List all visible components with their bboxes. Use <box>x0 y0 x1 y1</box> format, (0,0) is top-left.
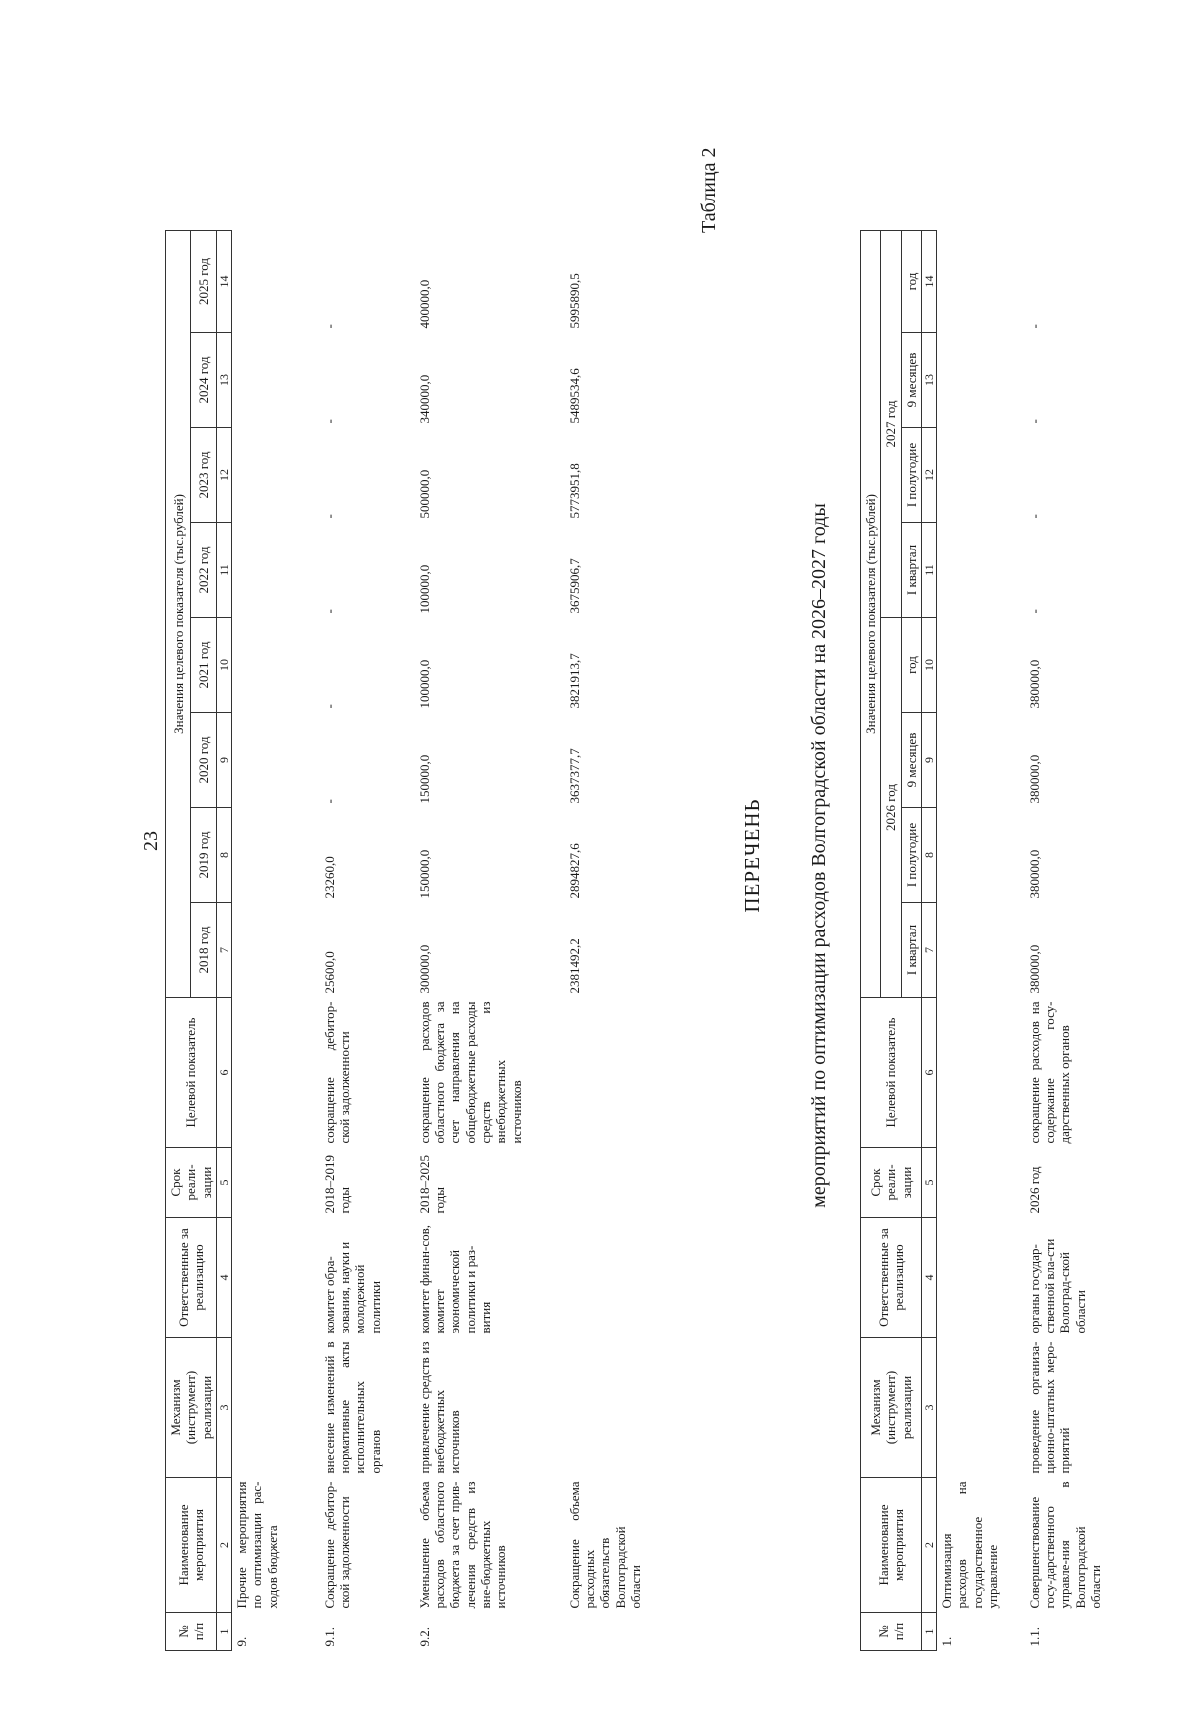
row-value: - <box>1026 514 1042 519</box>
col-header-year: 2024 год <box>191 333 217 428</box>
row-value <box>937 618 1025 713</box>
row-value: - <box>321 514 337 519</box>
row-value: 380000,0 <box>1026 944 1042 994</box>
row-value: - <box>321 704 337 709</box>
col-number: 11 <box>921 523 936 618</box>
row-value <box>937 230 1025 332</box>
row-num: 9. <box>234 1636 250 1647</box>
row-value <box>232 523 320 618</box>
row-mechanism <box>232 1338 320 1478</box>
row-value <box>232 808 320 903</box>
col-header-num: № п/п <box>166 1613 217 1651</box>
row-term: 2026 год <box>1026 1166 1042 1214</box>
row-value: - <box>321 609 337 614</box>
table-row <box>415 230 565 1650</box>
measures-table-2026-2027 <box>860 230 1115 1651</box>
col-number: 3 <box>216 1338 231 1478</box>
col-number: 4 <box>921 1218 936 1338</box>
row-value: 150000,0 <box>416 754 432 804</box>
col-number: 2 <box>921 1478 936 1613</box>
page-number: 23 <box>140 831 162 851</box>
row-num <box>565 1613 646 1651</box>
row-value <box>232 618 320 713</box>
col-number: 13 <box>216 333 231 428</box>
col-number: 5 <box>216 1148 231 1218</box>
row-value <box>232 903 320 998</box>
row-num: 1.1. <box>1026 1627 1042 1647</box>
col-number: 7 <box>921 903 936 998</box>
row-responsible <box>232 1218 320 1338</box>
row-value: 2894827,6 <box>566 843 582 899</box>
row-value <box>937 333 1025 428</box>
row-value: 25600,0 <box>321 951 337 994</box>
row-term <box>232 1148 320 1218</box>
row-num: 9.2. <box>416 1627 432 1647</box>
table-row <box>565 230 646 1650</box>
row-value: 3637377,7 <box>566 748 582 804</box>
row-value: 500000,0 <box>416 469 432 519</box>
col-header-period: I полугодие <box>901 808 921 903</box>
row-value: 380000,0 <box>1026 754 1042 804</box>
row-term <box>937 1148 1025 1218</box>
col-header-period: год <box>901 618 921 713</box>
col-header-name: Наименование мероприятия <box>166 1478 217 1613</box>
row-responsible: комитет обра-зования, науки и молодежной политики <box>321 1241 383 1334</box>
row-value: 5995890,5 <box>566 273 582 329</box>
col-header-period: I квартал <box>901 903 921 998</box>
col-number: 10 <box>216 618 231 713</box>
col-header-indicator: Целевой показатель <box>166 998 217 1148</box>
col-number: 1 <box>921 1613 936 1651</box>
col-number: 8 <box>216 808 231 903</box>
col-header-year: 2020 год <box>191 713 217 808</box>
row-value <box>232 230 320 332</box>
col-number: 9 <box>216 713 231 808</box>
row-value: 150000,0 <box>416 849 432 899</box>
col-header-year-2026: 2026 год <box>881 618 901 998</box>
col-number: 1 <box>216 1613 231 1651</box>
col-header-name: Наименование мероприятия <box>861 1478 922 1613</box>
row-value <box>232 713 320 808</box>
row-value: 2381492,2 <box>566 938 582 994</box>
row-mechanism: привлечение средств из внебюджетных источников <box>416 1341 463 1474</box>
row-responsible <box>937 1218 1025 1338</box>
col-header-year: 2019 год <box>191 808 217 903</box>
col-number: 6 <box>921 998 936 1148</box>
col-header-values-group: Значения целевого показателя (тыс.рублей) <box>861 230 881 997</box>
col-header-year: 2022 год <box>191 523 217 618</box>
list-title: ПЕРЕЧЕНЬ <box>740 798 764 913</box>
col-header-year: 2021 год <box>191 618 217 713</box>
row-name: Сокращение объема расходных обязательств Волгоградской области <box>566 1481 643 1609</box>
row-value: 3675906,7 <box>566 558 582 614</box>
col-header-period: 9 месяцев <box>901 333 921 428</box>
row-value: - <box>1026 419 1042 424</box>
col-header-period: I полугодие <box>901 428 921 523</box>
row-value: 3821913,7 <box>566 653 582 709</box>
row-name: Уменьшение объема расходов областного бюджета за счет прив-лечения средств из вне-бюджетных источников <box>416 1481 509 1609</box>
col-number: 9 <box>921 713 936 808</box>
row-value <box>232 333 320 428</box>
row-indicator <box>937 998 1025 1148</box>
col-number: 6 <box>216 998 231 1148</box>
row-value: 100000,0 <box>416 659 432 709</box>
row-value <box>232 428 320 523</box>
table-row <box>232 230 320 1650</box>
col-header-mechanism: Механизм (инструмент) реализации <box>861 1338 922 1478</box>
row-value: - <box>321 419 337 424</box>
row-indicator: сокращение дебитор-ской задолженности <box>321 1001 352 1144</box>
col-header-year: 2018 год <box>191 903 217 998</box>
col-number: 11 <box>216 523 231 618</box>
row-value: 300000,0 <box>416 944 432 994</box>
row-indicator: сокращение расходов областного бюджета за счет направления на общебюджетные расходы средств из внебюджетных источников <box>416 1001 524 1144</box>
row-term <box>565 1148 646 1218</box>
row-value <box>937 523 1025 618</box>
table-row <box>320 230 415 1650</box>
col-header-year: 2023 год <box>191 428 217 523</box>
col-number: 14 <box>216 230 231 332</box>
row-mechanism: внесение изменений в нормативные акты исполнительных органов <box>321 1341 383 1474</box>
row-num: 9.1. <box>321 1627 337 1647</box>
row-name: Сокращение дебитор-ской задолженности <box>321 1481 352 1609</box>
col-number: 8 <box>921 808 936 903</box>
col-number: 14 <box>921 230 936 332</box>
col-header-term: Срок реали-зации <box>861 1148 922 1218</box>
row-value: 380000,0 <box>1026 849 1042 899</box>
row-value <box>937 428 1025 523</box>
measures-table-2018-2025 <box>165 230 645 1651</box>
row-value <box>937 903 1025 998</box>
col-number: 5 <box>921 1148 936 1218</box>
row-value: - <box>321 799 337 804</box>
row-value: - <box>1026 609 1042 614</box>
row-responsible: комитет финан-сов, комитет экономической политики и раз-вития <box>416 1224 493 1334</box>
row-value: - <box>1026 324 1042 329</box>
row-term: 2018–2019 годы <box>321 1155 352 1214</box>
col-header-period: I квартал <box>901 523 921 618</box>
col-number: 3 <box>921 1338 936 1478</box>
row-value: 100000,0 <box>416 564 432 614</box>
col-header-year: 2025 год <box>191 230 217 332</box>
row-num: 1. <box>939 1636 955 1647</box>
row-value: 23260,0 <box>321 856 337 899</box>
col-number: 10 <box>921 618 936 713</box>
col-header-num: № п/п <box>861 1613 922 1651</box>
col-number: 12 <box>921 428 936 523</box>
row-value: 5773951,8 <box>566 463 582 519</box>
col-header-responsible: Ответственные за реализацию <box>166 1218 217 1338</box>
row-responsible: органы государ-ственной вла-сти Волоград-ской области <box>1026 1238 1088 1334</box>
row-value <box>937 713 1025 808</box>
col-number: 7 <box>216 903 231 998</box>
col-header-year-2027: 2027 год <box>881 230 901 617</box>
table-label: Таблица 2 <box>698 147 720 233</box>
row-mechanism: проведение организа-ционно-штатных меро-приятий <box>1026 1341 1073 1474</box>
row-responsible <box>565 1218 646 1338</box>
col-header-period: год <box>901 230 921 332</box>
list-subtitle: мероприятий по оптимизации расходов Волгоградской области на 2026–2027 годы <box>808 503 830 1208</box>
col-header-values-group: Значения целевого показателя (тыс.рублей) <box>166 230 191 997</box>
col-number: 13 <box>921 333 936 428</box>
row-value: 5489534,6 <box>566 368 582 424</box>
col-header-indicator: Целевой показатель <box>861 998 922 1148</box>
row-term: 2018–2025 годы <box>416 1155 447 1214</box>
table-row <box>937 230 1025 1650</box>
col-number: 4 <box>216 1218 231 1338</box>
row-value <box>937 808 1025 903</box>
row-name: Прочие мероприятия по оптимизации рас-ходов бюджета <box>234 1481 280 1609</box>
row-value: 380000,0 <box>1026 659 1042 709</box>
col-header-term: Срок реали-зации <box>166 1148 217 1218</box>
row-value: 400000,0 <box>416 279 432 329</box>
col-header-mechanism: Механизм (инструмент) реализации <box>166 1338 217 1478</box>
row-mechanism <box>937 1338 1025 1478</box>
row-indicator <box>565 998 646 1148</box>
row-name: Совершенствование госу-дарственного управле-ния в Волгоградской области <box>1026 1481 1103 1609</box>
row-value: - <box>321 324 337 329</box>
col-header-responsible: Ответственные за реализацию <box>861 1218 922 1338</box>
col-number: 12 <box>216 428 231 523</box>
col-header-period: 9 месяцев <box>901 713 921 808</box>
table-row <box>1025 230 1115 1650</box>
col-number: 2 <box>216 1478 231 1613</box>
row-indicator: сокращение расходов на содержание госу-дарственных органов <box>1026 1001 1073 1144</box>
row-value: 340000,0 <box>416 374 432 424</box>
row-indicator <box>232 998 320 1148</box>
row-mechanism <box>565 1338 646 1478</box>
row-name: Оптимизация расходов на государственное управление <box>939 1481 1001 1609</box>
